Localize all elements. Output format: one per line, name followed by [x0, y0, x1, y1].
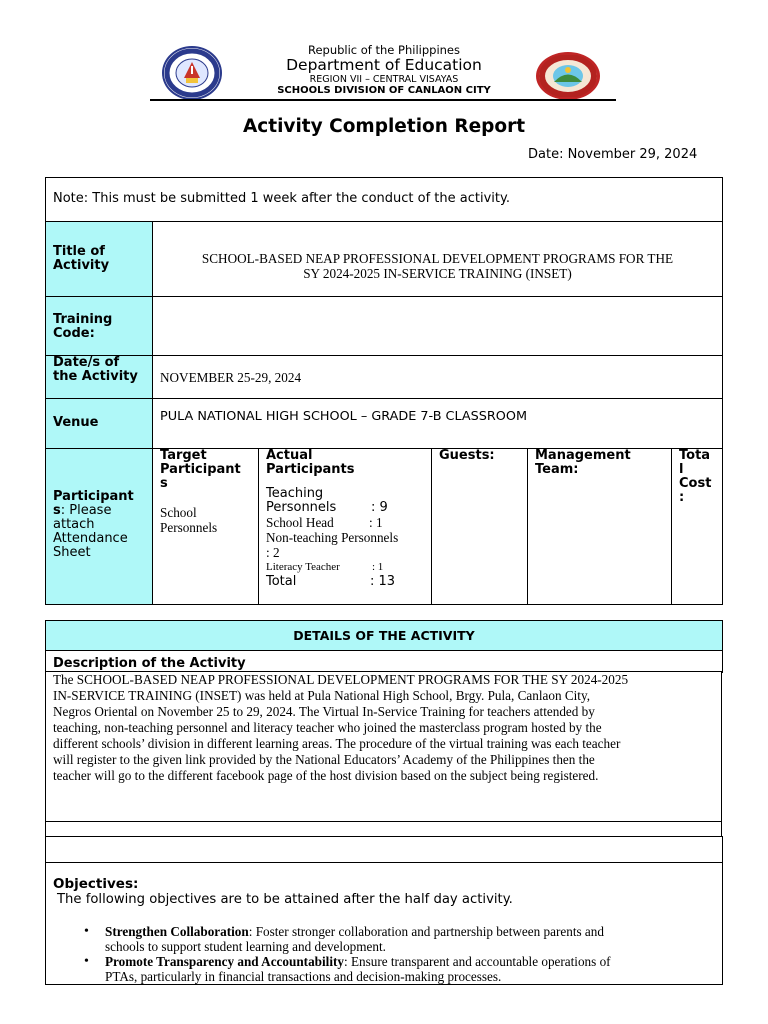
- blank-row-2: [45, 836, 723, 863]
- description-line: Negros Oriental on November 25 to 29, 2024. The Virtual In-Service Training for teachers attended by: [53, 704, 595, 719]
- date-label-2: the Activity: [53, 369, 138, 384]
- actual-header-1: Actual: [266, 448, 313, 463]
- cost-header-1: Tota: [679, 448, 711, 463]
- participants-label-cell: [45, 448, 153, 605]
- cost-header-2: l: [679, 462, 684, 477]
- target-value-1: School: [160, 505, 197, 520]
- title-value-cell: [152, 221, 723, 297]
- deped-seal-logo: [162, 46, 222, 100]
- title-label-1: Title of: [53, 244, 105, 259]
- actual-value-2: : 1: [369, 515, 383, 530]
- actual-value-5: : 1: [372, 561, 384, 573]
- title-label-cell: [45, 221, 153, 297]
- target-header-2: Participant: [160, 462, 241, 477]
- code-label-cell: [45, 296, 153, 356]
- guests-cell: [431, 448, 528, 605]
- participants-label: [53, 490, 151, 560]
- venue-value-cell: [152, 398, 723, 449]
- objectives-list: [53, 924, 713, 984]
- description-text: [53, 672, 721, 784]
- target-header-3: s: [160, 476, 168, 491]
- objective-item: [53, 954, 713, 984]
- objective-item: [53, 924, 713, 954]
- objective-text-2: schools to support student learning and development.: [105, 939, 386, 954]
- title-value-1: SCHOOL-BASED NEAP PROFESSIONAL DEVELOPMENT PROGRAMS FOR THE: [201, 251, 674, 266]
- division-seal-icon: [539, 55, 597, 97]
- guests-header: Guests:: [439, 448, 495, 463]
- description-line: will register to the given link provided by the National Educators’ Academy of the Philippines then the: [53, 752, 595, 767]
- total-cost-cell: [671, 448, 723, 605]
- venue-label-cell: [45, 398, 153, 449]
- target-header-1: Target: [160, 448, 207, 463]
- objectives-label: Objectives:: [53, 876, 139, 892]
- department-line: Department of Education: [286, 56, 482, 74]
- report-date: Date: November 29, 2024: [528, 147, 698, 162]
- actual-line-6: Total: [266, 574, 297, 589]
- description-line: teaching, non-teaching personnel and literacy teacher who joined the masterclass program hosted by the: [53, 720, 602, 735]
- venue-label: Venue: [53, 415, 99, 430]
- participants-label-rest: : Please attach Attendance Sheet: [53, 503, 128, 560]
- actual-participants-cell: [258, 448, 432, 605]
- republic-line: Republic of the Philippines: [307, 43, 461, 57]
- code-label-2: Code:: [53, 326, 95, 341]
- date-label-cell: [45, 355, 153, 399]
- blank-row-1: [45, 821, 722, 837]
- header-rule: [150, 99, 616, 101]
- title-value-2: SY 2024-2025 IN-SERVICE TRAINING (INSET): [303, 266, 572, 281]
- description-line: different schools’ division in different learning areas. The procedure of the virtual training was each teacher: [53, 736, 621, 751]
- description-line: The SCHOOL-BASED NEAP PROFESSIONAL DEVELOPMENT PROGRAMS FOR THE SY 2024-2025: [53, 672, 629, 687]
- details-header-cell: [45, 620, 723, 651]
- objective-title: Strengthen Collaboration: [105, 924, 249, 939]
- date-value: NOVEMBER 25-29, 2024: [160, 370, 302, 385]
- actual-header-2: Participants: [266, 462, 355, 477]
- actual-line-3: Non-teaching Personnels: [266, 530, 399, 545]
- description-line: IN-SERVICE TRAINING (INSET) was held at Pula National High School, Brgy. Pula, Canlaon City,: [53, 688, 591, 703]
- target-participants-cell: [152, 448, 259, 605]
- actual-line-2: School Head: [266, 515, 334, 530]
- report-title: Activity Completion Report: [242, 116, 526, 137]
- objectives-intro: The following objectives are to be attained after the half day activity.: [57, 892, 513, 907]
- objective-title: Promote Transparency and Accountability: [105, 954, 344, 969]
- region-line: REGION VII – CENTRAL VISAYAS: [309, 74, 459, 85]
- cost-header-4: :: [679, 490, 685, 505]
- code-value-cell[interactable]: [152, 296, 723, 356]
- deped-seal-icon: [164, 48, 220, 98]
- code-label-1: Training: [53, 312, 113, 327]
- actual-value-1: : 9: [371, 500, 388, 515]
- cost-header-3: Cost: [679, 476, 712, 491]
- participants-label-bold-2: s: [53, 503, 61, 518]
- actual-line-1: Personnels: [266, 500, 337, 515]
- management-team-cell: [527, 448, 672, 605]
- objective-text-1: : Ensure transparent and accountable operations of: [343, 954, 611, 969]
- mgmt-header-1: Management: [535, 448, 631, 463]
- note-text: Note: This must be submitted 1 week after the conduct of the activity.: [53, 191, 510, 206]
- actual-line-0: Teaching: [266, 486, 324, 501]
- actual-value-6: : 13: [370, 574, 396, 589]
- description-body-cell: [45, 671, 722, 822]
- note-row: [45, 177, 723, 222]
- description-label-cell: [45, 650, 723, 673]
- objectives-cell: [45, 862, 723, 985]
- description-label: Description of the Activity: [53, 656, 246, 671]
- description-line: teacher will go to the different facebook page of the host division based on the subject being registered.: [53, 768, 599, 783]
- target-value-2: Personnels: [160, 520, 218, 535]
- date-value-cell: [152, 355, 723, 399]
- actual-line-4: : 2: [266, 545, 280, 560]
- objective-text-2: PTAs, particularly in financial transactions and decision-making processes.: [105, 969, 502, 984]
- actual-line-5: Literacy Teacher: [266, 561, 340, 573]
- participants-label-bold-1: Participant: [53, 489, 134, 504]
- division-seal-logo: [536, 52, 600, 100]
- title-label-2: Activity: [53, 258, 110, 273]
- venue-value: PULA NATIONAL HIGH SCHOOL – GRADE 7-B CLASSROOM: [160, 409, 527, 424]
- division-line: SCHOOLS DIVISION OF CANLAON CITY: [277, 85, 491, 96]
- details-header: DETAILS OF THE ACTIVITY: [293, 628, 475, 643]
- date-label-1: Date/s of: [53, 355, 120, 370]
- objective-text-1: : Foster stronger collaboration and partnership between parents and: [248, 924, 604, 939]
- mgmt-header-2: Team:: [535, 462, 579, 477]
